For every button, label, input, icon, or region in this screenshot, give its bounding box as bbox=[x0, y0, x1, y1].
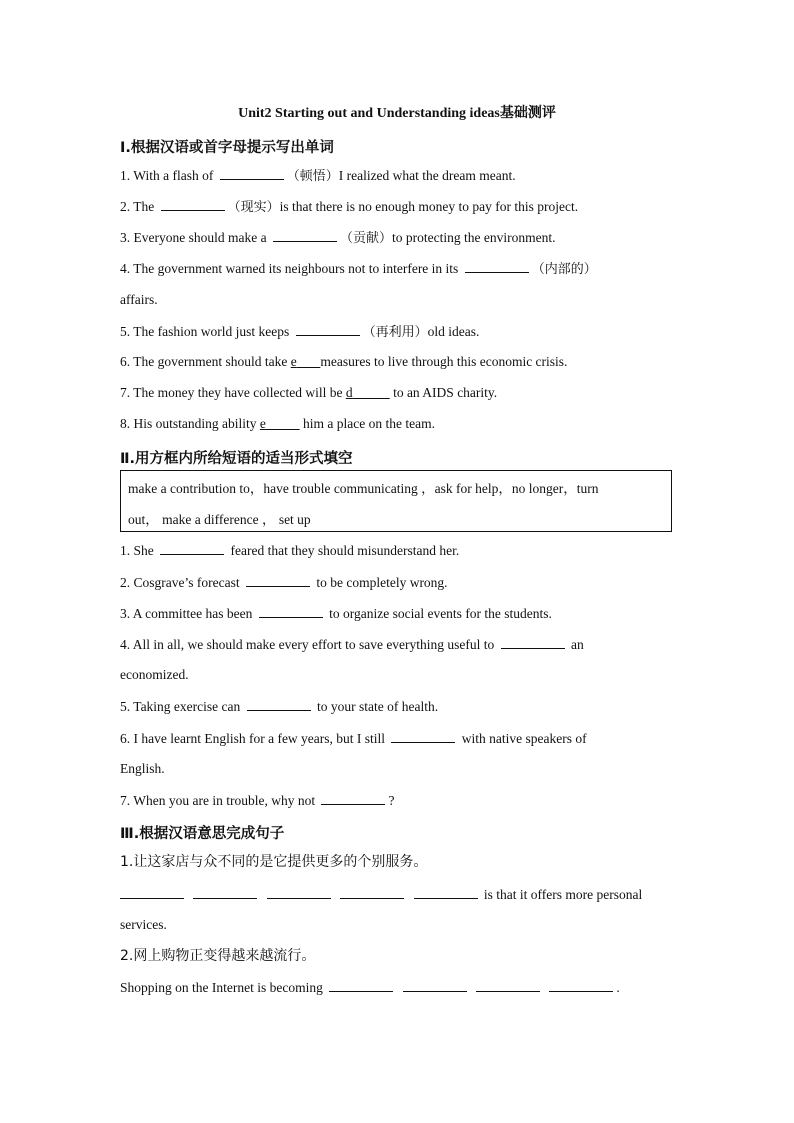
phrase-box bbox=[120, 470, 672, 532]
answer-blank[interactable] bbox=[267, 885, 331, 899]
answer-blank[interactable] bbox=[296, 322, 360, 336]
answer-blank[interactable] bbox=[246, 573, 310, 587]
answer-blank[interactable] bbox=[247, 697, 311, 711]
s2-item-5: 5. Taking exercise can to your state of health. bbox=[120, 699, 439, 714]
letter-blank[interactable]: d bbox=[345, 385, 353, 400]
answer-blank[interactable] bbox=[391, 729, 455, 743]
answer-blank[interactable] bbox=[259, 604, 323, 618]
s1-item-3: 3. Everyone should make a （贡献）to protecting the environment. bbox=[120, 230, 556, 246]
s2-item-1: 1. She feared that they should misunderstand her. bbox=[120, 543, 460, 558]
s1-item-2: 2. The （现实）is that there is no enough money to pay for this project. bbox=[120, 199, 579, 215]
section-1-heading: I.根据汉语或首字母提示写出单词 bbox=[120, 140, 334, 156]
letter-blank[interactable]: e bbox=[259, 416, 266, 431]
answer-blank[interactable] bbox=[501, 635, 565, 649]
section-2-heading: Ⅱ.用方框内所给短语的适当形式填空 bbox=[120, 451, 353, 467]
s1-item-4: 4. The government warned its neighbours not to interfere in its （内部的） bbox=[120, 261, 597, 277]
s3-item-2-answer: Shopping on the Internet is becoming . bbox=[120, 980, 620, 995]
s1-item-5: 5. The fashion world just keeps （再利用）old ideas. bbox=[120, 324, 480, 340]
letter-blank[interactable]: e bbox=[290, 354, 297, 369]
section-3-heading: Ⅲ.根据汉语意思完成句子 bbox=[120, 826, 285, 842]
s3-item-1-answer: is that it offers more personal bbox=[120, 885, 674, 904]
s2-item-4: 4. All in all, we should make every effort to save everything useful to an bbox=[120, 637, 584, 652]
s3-item-2-prompt: 2.网上购物正变得越来越流行。 bbox=[120, 948, 316, 964]
phrase-box-line-2: out， make a difference ， set up bbox=[128, 512, 311, 527]
s1-item-6: 6. The government should take e measures to live through this economic crisis. bbox=[120, 354, 568, 369]
s2-item-6: 6. I have learnt English for a few years, but I still with native speakers of bbox=[120, 731, 587, 746]
s1-item-8: 8. His outstanding ability e him a place on the team. bbox=[120, 416, 435, 431]
answer-blank[interactable] bbox=[161, 197, 225, 211]
answer-blank[interactable] bbox=[273, 228, 337, 242]
page-title: Unit2 Starting out and Understanding ideas基础测评 bbox=[238, 106, 556, 121]
s2-item-6-cont: English. bbox=[120, 761, 165, 776]
answer-blank[interactable] bbox=[403, 978, 467, 992]
s2-item-7: 7. When you are in trouble, why not ? bbox=[120, 793, 395, 808]
answer-blank[interactable] bbox=[329, 978, 393, 992]
s2-item-3: 3. A committee has been to organize social events for the students. bbox=[120, 606, 552, 621]
answer-blank[interactable] bbox=[220, 166, 284, 180]
answer-blank[interactable] bbox=[160, 541, 224, 555]
s2-item-2: 2. Cosgrave’s forecast to be completely wrong. bbox=[120, 575, 448, 590]
s1-item-4-cont: affairs. bbox=[120, 292, 158, 307]
answer-blank[interactable] bbox=[193, 885, 257, 899]
s1-item-7: 7. The money they have collected will be d to an AIDS charity. bbox=[120, 385, 498, 400]
phrase-box-line-1: make a contribution to，have trouble communicating ，ask for help，no longer，turn bbox=[128, 481, 599, 496]
answer-blank[interactable] bbox=[476, 978, 540, 992]
answer-blank[interactable] bbox=[549, 978, 613, 992]
answer-blank[interactable] bbox=[465, 259, 529, 273]
s1-item-1: 1. With a flash of （顿悟）I realized what the dream meant. bbox=[120, 168, 516, 184]
s2-item-4-cont: economized. bbox=[120, 667, 189, 682]
s3-item-1-cont: services. bbox=[120, 917, 167, 932]
answer-blank[interactable] bbox=[321, 791, 385, 805]
answer-blank[interactable] bbox=[414, 885, 478, 899]
answer-blank[interactable] bbox=[340, 885, 404, 899]
answer-blank[interactable] bbox=[120, 885, 184, 899]
s3-item-1-prompt: 1.让这家店与众不同的是它提供更多的个别服务。 bbox=[120, 854, 428, 870]
